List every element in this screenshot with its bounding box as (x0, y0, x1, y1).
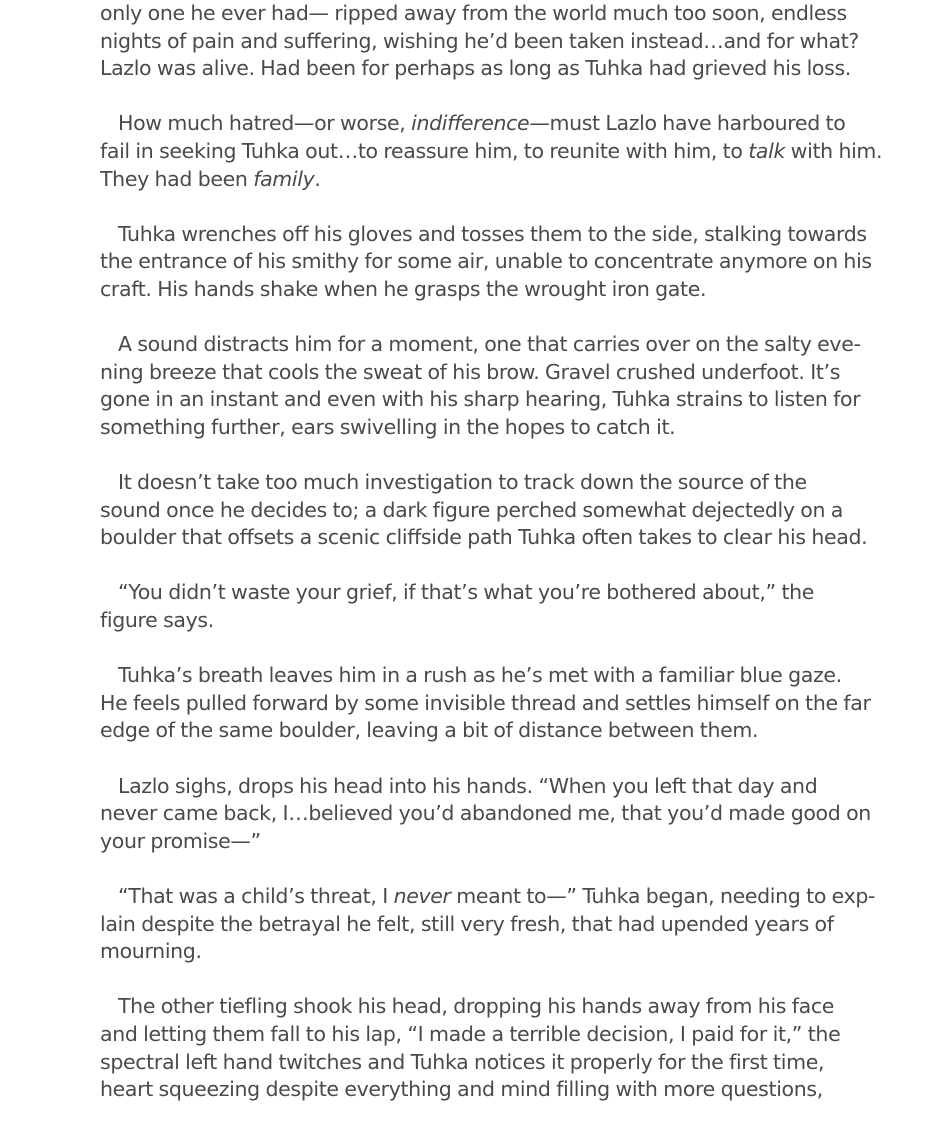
text-segment: Tuhka’s breath leaves him in a rush as he’s met with a familiar blue gaze. (118, 663, 842, 688)
paragraph (100, 662, 871, 745)
paragraph (100, 331, 860, 441)
text-segment: figure says. (100, 608, 214, 633)
text-segment: “You didn’t waste your grief, if that’s what you’re bothered about,” the (118, 580, 815, 605)
text-segment: spectral left hand twitches and Tuhka notices it properly for the first time, (100, 1049, 825, 1074)
text-line (100, 55, 860, 83)
document-page (100, 0, 883, 1131)
paragraph (100, 110, 883, 193)
text-line (100, 690, 871, 718)
text-segment: He feels pulled forward by some invisible thread and settles himself on the far (100, 690, 871, 715)
paragraph (100, 993, 860, 1103)
text-segment: A sound distracts him for a moment, one that carries over on the salty eve- (118, 332, 861, 357)
text-line (100, 938, 860, 966)
text-line (100, 607, 860, 635)
text-segment: “That was a child’s threat, I (118, 884, 394, 908)
paragraph (100, 221, 872, 304)
paragraph (100, 883, 876, 966)
italic-text: talk (748, 138, 786, 163)
text-line (100, 414, 860, 442)
text-line (100, 276, 860, 304)
italic-text: indifference (411, 111, 530, 136)
text-segment: mourning. (100, 939, 202, 964)
text-segment: Lazlo was alive. Had been for perhaps as long as Tuhka had grieved his loss. (100, 56, 851, 81)
text-line (100, 469, 860, 497)
text-segment: craft. His hands shake when he grasps the wrought iron gate. (100, 276, 707, 301)
text-line (100, 828, 860, 856)
text-line (100, 993, 860, 1021)
text-segment: —must Lazlo have harboured to (529, 111, 846, 136)
italic-text: never (393, 884, 451, 908)
text-segment: ning breeze that cools the sweat of his brow. Gravel crushed underfoot. It’s (100, 359, 841, 384)
text-segment: edge of the same boulder, leaving a bit of distance between them. (100, 718, 759, 743)
text-segment: nights of pain and suffering, wishing he’d been taken instead…and for what? (100, 28, 859, 53)
text-segment: Tuhka wrenches off his gloves and tosses them to the side, stalking towards (118, 221, 867, 246)
text-segment: the entrance of his smithy for some air, unable to concentrate anymore on his (100, 249, 872, 274)
text-line (100, 717, 860, 745)
text-segment: only one he ever had— ripped away from the world much too soon, endless (100, 1, 847, 25)
text-line (100, 0, 860, 28)
text-segment: Lazlo sighs, drops his head into his hands. “When you left that day and (118, 773, 818, 798)
text-segment: gone in an instant and even with his sharp hearing, Tuhka strains to listen for (100, 387, 861, 412)
paragraph (100, 469, 868, 552)
text-line (100, 28, 860, 56)
text-segment: never came back, I…believed you’d abandoned me, that you’d made good on (100, 801, 871, 826)
text-line (100, 110, 860, 138)
text-segment: . (314, 166, 321, 191)
text-segment: fail in seeking Tuhka out…to reassure him, to reunite with him, to (100, 138, 749, 163)
text-segment: How much hatred—or worse, (118, 111, 412, 136)
text-line (100, 138, 883, 166)
text-segment: sound once he decides to; a dark figure perched somewhat dejectedly on a (100, 497, 844, 522)
text-line (100, 883, 876, 911)
text-segment: heart squeezing despite everything and mind filling with more questions, (100, 1077, 823, 1102)
text-line (100, 497, 860, 525)
text-line (100, 911, 860, 939)
text-segment: meant to—” Tuhka began, needing to exp- (450, 884, 876, 908)
text-line (100, 662, 860, 690)
italic-text: family (253, 166, 315, 191)
text-line (100, 386, 860, 414)
text-segment: something further, ears swivelling in the hopes to catch it. (100, 414, 676, 439)
text-segment: lain despite the betrayal he felt, still very fresh, that had upended years of (100, 911, 834, 936)
text-line (100, 331, 860, 359)
paragraph (100, 0, 860, 83)
text-line (100, 221, 867, 249)
paragraph (100, 773, 871, 856)
text-line (100, 359, 860, 387)
paragraph (100, 579, 860, 634)
text-line (100, 1049, 860, 1077)
text-segment: with him. (785, 138, 883, 163)
text-line (100, 1076, 860, 1104)
text-line (100, 166, 860, 194)
text-line (100, 800, 871, 828)
text-segment: boulder that offsets a scenic cliffside path Tuhka often takes to clear his head. (100, 525, 868, 550)
text-segment: and letting them fall to his lap, “I made a terrible decision, I paid for it,” the (100, 1021, 841, 1046)
text-line (100, 248, 872, 276)
text-line (100, 1021, 860, 1049)
text-segment: It doesn’t take too much investigation to track down the source of the (118, 470, 807, 495)
text-segment: your promise—” (100, 828, 261, 853)
text-segment: They had been (100, 166, 254, 191)
text-line (100, 773, 860, 801)
text-line (100, 579, 860, 607)
text-line (100, 524, 868, 552)
text-segment: The other tiefling shook his head, dropping his hands away from his face (118, 994, 835, 1019)
